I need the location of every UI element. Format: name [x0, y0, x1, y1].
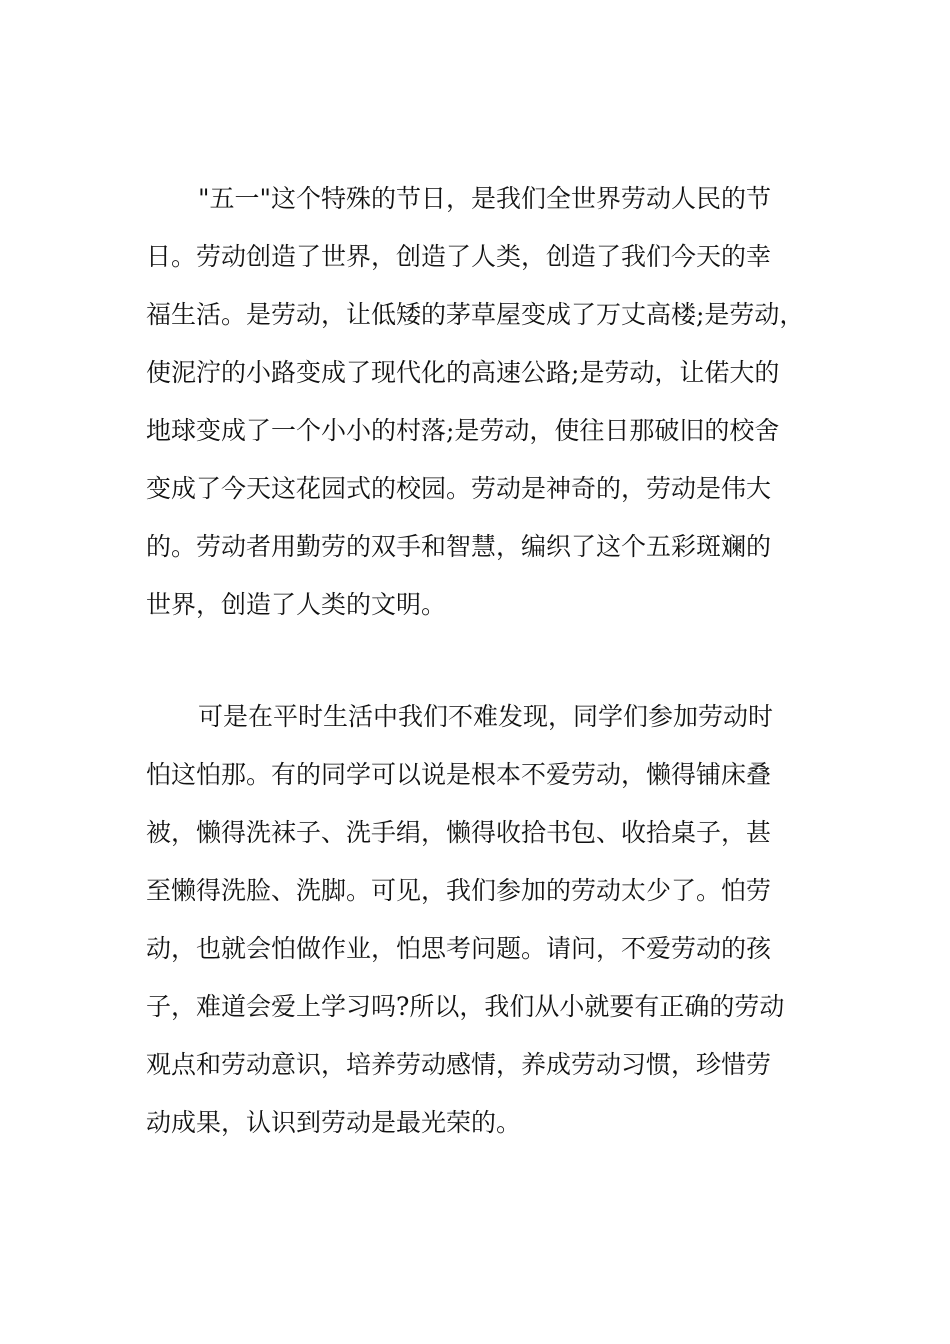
paragraph-line: 动，也就会怕做作业，怕思考问题。请问，不爱劳动的孩: [146, 934, 772, 963]
paragraph-2: [146, 688, 784, 1152]
paragraph-line: "五一"这个特殊的节日，是我们全世界劳动人民的节: [198, 184, 772, 213]
paragraph-line: 可是在平时生活中我们不难发现，同学们参加劳动时: [198, 702, 774, 731]
paragraph-line: 观点和劳动意识，培养劳动感情，养成劳动习惯，珍惜劳: [146, 1050, 772, 1079]
paragraph-line: 世界，创造了人类的文明。: [146, 590, 447, 619]
paragraph-line: 被，懒得洗袜子、洗手绢，懒得收拾书包、收拾桌子，甚: [146, 818, 772, 847]
paragraph-1: [146, 170, 804, 634]
paragraph-line: 的。劳动者用勤劳的双手和智慧，编织了这个五彩斑斓的: [146, 532, 772, 561]
paragraph-line: 至懒得洗脸、洗脚。可见，我们参加的劳动太少了。怕劳: [146, 876, 772, 905]
paragraph-line: 变成了今天这花园式的校园。劳动是神奇的，劳动是伟大: [146, 474, 772, 503]
paragraph-line: 地球变成了一个小小的村落;是劳动，使往日那破旧的校舍: [146, 416, 780, 445]
paragraph-line: 日。劳动创造了世界，创造了人类，创造了我们今天的幸: [146, 242, 772, 271]
paragraph-line: 动成果，认识到劳动是最光荣的。: [146, 1108, 522, 1137]
paragraph-line: 使泥泞的小路变成了现代化的高速公路;是劳动，让偌大的: [146, 358, 780, 387]
paragraph-line: 子，难道会爱上学习吗?所以，我们从小就要有正确的劳动: [146, 992, 785, 1021]
paragraph-line: 福生活。是劳动，让低矮的茅草屋变成了万丈高楼;是劳动，: [146, 300, 805, 329]
paragraph-line: 怕这怕那。有的同学可以说是根本不爱劳动，懒得铺床叠: [146, 760, 772, 789]
